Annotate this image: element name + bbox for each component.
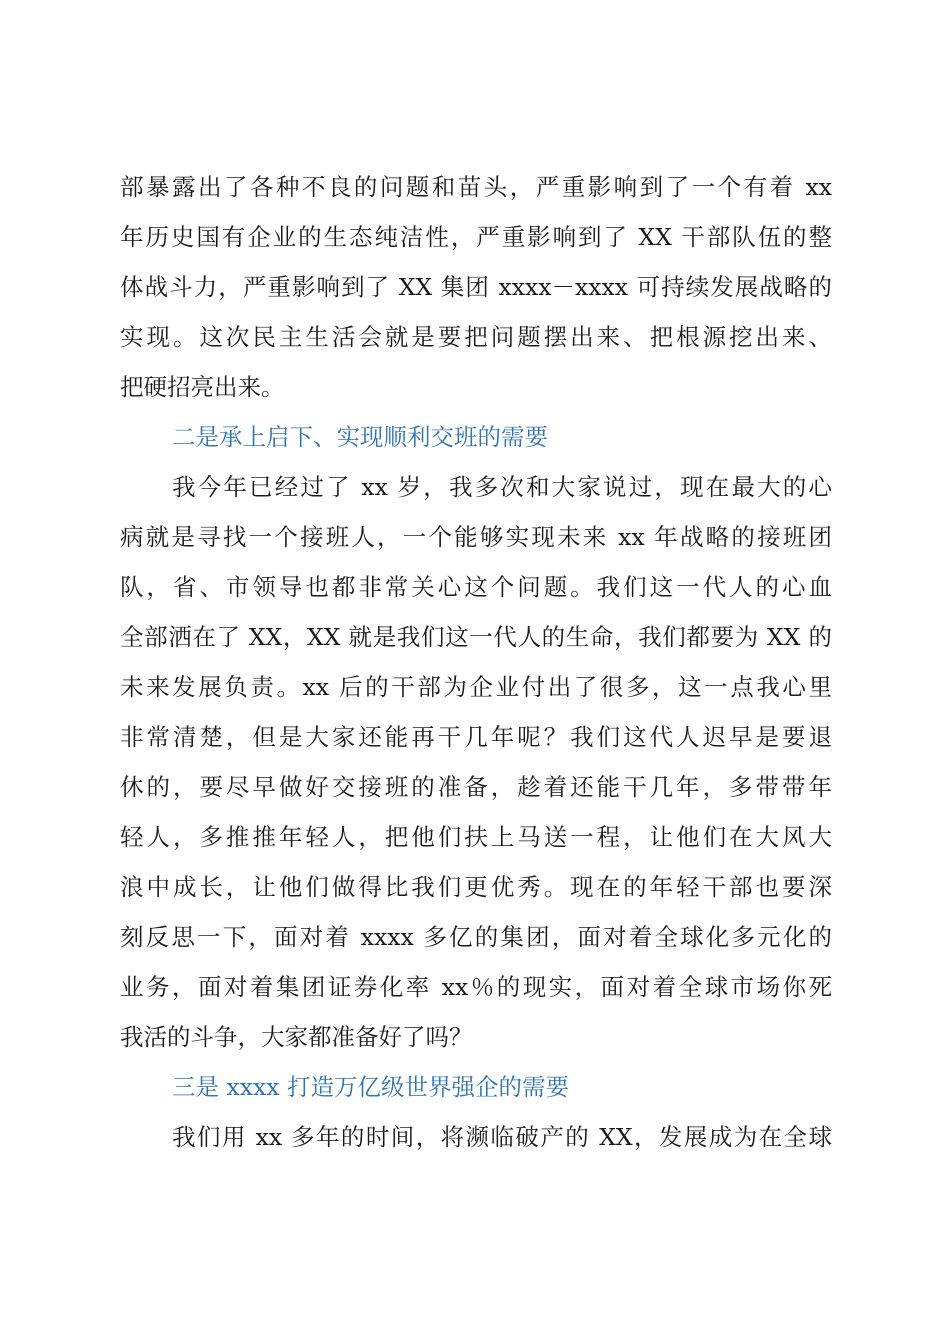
text-line: 全部洒在了 XX，XX 就是我们这一代人的生命，我们都要为 XX 的 bbox=[120, 623, 832, 651]
text-line: 队，省、市领导也都非常关心这个问题。我们这一代人的心血 bbox=[120, 573, 832, 601]
text-line: 休的，要尽早做好交接班的准备，趁着还能干几年，多带带年 bbox=[120, 773, 832, 801]
text-line: 病就是寻找一个接班人，一个能够实现未来 xx 年战略的接班团 bbox=[120, 523, 832, 551]
text-line: 年历史国有企业的生态纯洁性，严重影响到了 XX 干部队伍的整 bbox=[120, 223, 832, 251]
section-heading-2: 二是承上启下、实现顺利交班的需要 bbox=[172, 423, 548, 451]
text-line: 浪中成长，让他们做得比我们更优秀。现在的年轻干部也要深 bbox=[120, 873, 832, 901]
text-line: 我活的斗争，大家都准备好了吗？ bbox=[120, 1023, 473, 1051]
text-line: 我们用 xx 多年的时间，将濒临破产的 XX，发展成为在全球 bbox=[172, 1123, 832, 1151]
text-line: 刻反思一下，面对着 xxxx 多亿的集团，面对着全球化多元化的 bbox=[120, 923, 832, 951]
text-line: 轻人，多推推年轻人，把他们扶上马送一程，让他们在大风大 bbox=[120, 823, 832, 851]
text-line: 实现。这次民主生活会就是要把问题摆出来、把根源挖出来、 bbox=[120, 323, 832, 351]
text-line: 把硬招亮出来。 bbox=[120, 373, 285, 401]
text-line: 部暴露出了各种不良的问题和苗头，严重影响到了一个有着 xx bbox=[120, 173, 832, 201]
text-line: 未来发展负责。xx 后的干部为企业付出了很多，这一点我心里 bbox=[120, 673, 832, 701]
paragraph-3 bbox=[120, 1112, 832, 1162]
section-heading-3: 三是 xxxx 打造万亿级世界强企的需要 bbox=[172, 1073, 569, 1101]
text-line: 体战斗力，严重影响到了 XX 集团 xxxx－xxxx 可持续发展战略的 bbox=[120, 273, 832, 301]
text-line: 我今年已经过了 xx 岁，我多次和大家说过，现在最大的心 bbox=[172, 473, 832, 501]
text-line: 业务，面对着集团证券化率 xx％的现实，面对着全球市场你死 bbox=[120, 973, 832, 1001]
text-line: 非常清楚，但是大家还能再干几年呢？我们这代人迟早是要退 bbox=[120, 723, 832, 751]
document-body bbox=[120, 162, 832, 1162]
paragraph-1 bbox=[120, 162, 832, 412]
paragraph-2 bbox=[120, 462, 832, 1062]
